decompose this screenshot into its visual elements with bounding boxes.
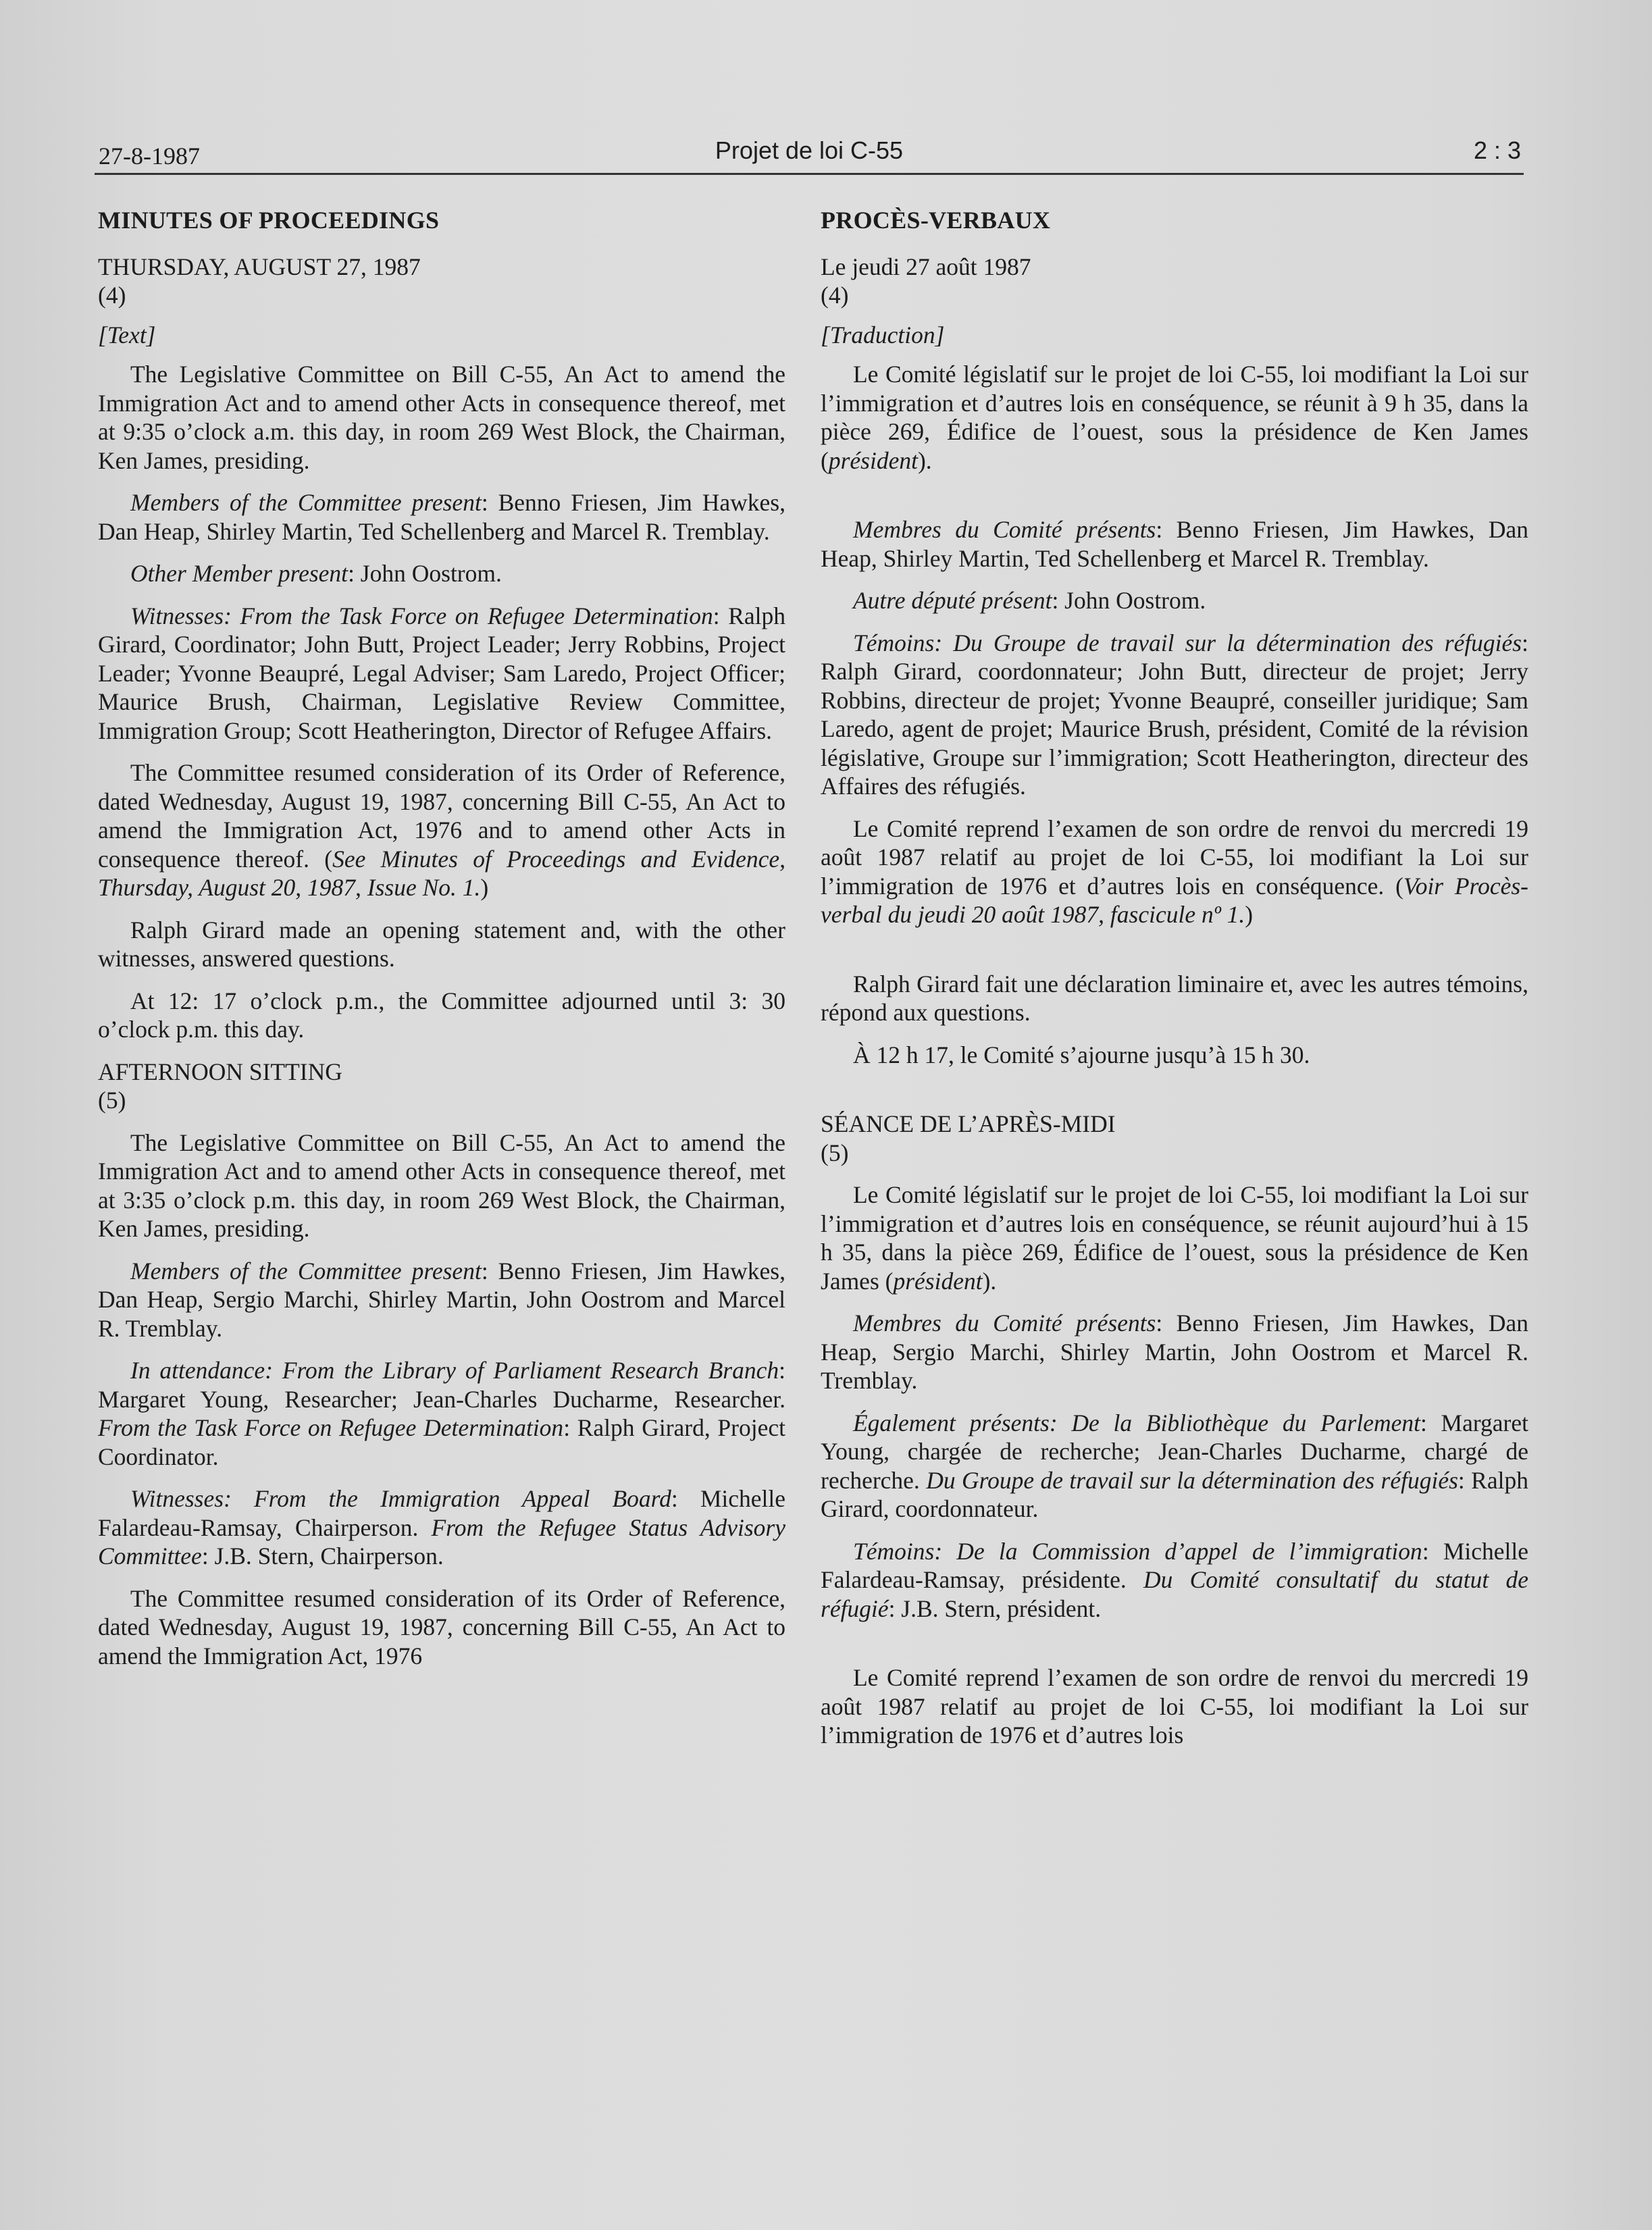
fr-p5-text: Le Comité reprend l’examen de son ordre de renvoi du mercredi 19 août 1987 relatif au projet de loi C-55, loi modifiant la Loi sur l’immigration de 1976 et d’autres lois en conséquence. ( (821, 814, 1528, 900)
fr-p10-italic-2: Du Groupe de travail sur la détermination des réfugiés (926, 1466, 1458, 1494)
fr-p5-italic: Voir Procès-verbal du jeudi 20 août 1987, fascicule nº 1. (821, 872, 1529, 928)
fr-p4-text: : Ralph Girard, coordonnateur; John Butt, directeur de projet; Jerry Robbins, directeur de projet; Yvonne Beaupré, conseiller juridique; Sam Laredo, agent de projet; Maurice Brush, président, Comité de la révision législative, Groupe sur l’immigration; Scott Heatherington, directeur des Affaires des réfugiés. (821, 629, 1528, 800)
en-paragraph-3 (98, 559, 785, 588)
en-p5-italic: See Minutes of Proceedings and Evidence, Thursday, August 20, 1987, Issue No. 1. (98, 845, 785, 901)
en-sitting-title: AFTERNOON SITTING (98, 1058, 342, 1085)
en-p11-label: Witnesses (130, 1485, 224, 1512)
fr-sitting-title: SÉANCE DE L’APRÈS-MIDI (821, 1110, 1116, 1137)
en-paragraph-12: The Committee resumed consideration of its Order of Reference, dated Wednesday, August 19, 1987, concerning Bill C-55, An Act to amend the Immigration Act, 1976 (98, 1584, 785, 1669)
fr-p4-label: Témoins (853, 629, 935, 656)
fr-p5-end: ) (1245, 901, 1254, 928)
en-p2-label: Members of the Committee present (130, 489, 482, 516)
en-p5-end: ) (480, 874, 489, 901)
english-column (98, 206, 785, 1670)
en-paragraph-7: At 12: 17 o’clock p.m., the Committee adjourned until 3: 30 o’clock p.m. this day. (98, 987, 785, 1043)
en-p11-text-2: : J.B. Stern, Chairperson. (201, 1542, 444, 1570)
en-paragraph-5 (98, 758, 785, 902)
en-p2-text: : Benno Friesen, Jim Hawkes, Dan Heap, Shirley Martin, Ted Schellenberg and Marcel R. Tremblay. (98, 489, 785, 545)
fr-date: Le jeudi 27 août 1987 (821, 253, 1031, 280)
fr-p1-italic: président (828, 446, 918, 474)
en-p11-italic-2: From the Refugee Status Advisory Committee (98, 1513, 785, 1570)
fr-number: (4) (821, 282, 849, 309)
fr-paragraph-7: À 12 h 17, le Comité s’ajourne jusqu’à 15 h 30. (853, 1041, 1310, 1068)
en-paragraph-9 (98, 1257, 785, 1343)
en-paragraph-2 (98, 488, 785, 546)
fr-p4-italic: : Du Groupe de travail sur la détermination des réfugiés (934, 629, 1522, 656)
en-paragraph-8: The Legislative Committee on Bill C-55, An Act to amend the Immigration Act and to amend other Acts in consequence thereof, met at 3:35 o’clock p.m. this day, in room 269 West Block, the Chairman, Ken James, presiding. (98, 1129, 785, 1242)
en-text-tag: [Text] (98, 321, 156, 348)
fr-heading: PROCÈS-VERBAUX (821, 207, 1051, 234)
fr-p8-end: ). (982, 1267, 997, 1295)
en-p3-label: Other Member present (130, 560, 349, 587)
fr-paragraph-4 (821, 629, 1528, 801)
fr-text-tag: [Traduction] (821, 321, 945, 348)
fr-p9-label: Membres du Comité présents (853, 1310, 1156, 1337)
fr-paragraph-3 (821, 586, 1528, 615)
en-heading: MINUTES OF PROCEEDINGS (98, 207, 440, 234)
fr-p8-italic: président (893, 1267, 983, 1295)
fr-paragraph-11 (821, 1537, 1528, 1624)
fr-p9-text: : Benno Friesen, Jim Hawkes, Dan Heap, Sergio Marchi, Shirley Martin, John Oostrom et Marcel R. Tremblay. (821, 1310, 1528, 1394)
fr-p10-italic-1: : De la Bibliothèque du Parlement (1049, 1409, 1420, 1436)
en-date: THURSDAY, AUGUST 27, 1987 (98, 253, 421, 280)
en-p10-text-2: : Ralph Girard, Project Coordinator. (98, 1414, 785, 1470)
fr-paragraph-10 (821, 1409, 1528, 1524)
en-p10-italic-2: From the Task Force on Refugee Determination (98, 1414, 564, 1441)
en-p4-text: : Ralph Girard, Coordinator; John Butt, Project Leader; Jerry Robbins, Project Leader; Yvonne Beaupré, Legal Adviser; Sam Laredo, Project Officer; Maurice Brush, Chairman, Legislative Review Committee, Immigration Group; Scott Heatherington, Director of Refugee Affairs. (98, 602, 785, 744)
fr-p11-italic-1: : De la Commission d’appel de l’immigration (934, 1537, 1422, 1565)
fr-p11-text-1: : Michelle Falardeau-Ramsay, présidente. (821, 1537, 1529, 1593)
en-paragraph-1: The Legislative Committee on Bill C-55, An Act to amend the Immigration Act and to amend other Acts in consequence thereof, met at 9:35 o’clock a.m. this day, in room 269 West Block, the Chairman, Ken James, presiding. (98, 361, 785, 474)
fr-p11-italic-2: Du Comité consultatif du statut de réfugié (821, 1566, 1528, 1622)
en-p10-text-1: : Margaret Young, Researcher; Jean-Charles Ducharme, Researcher. (98, 1357, 785, 1413)
en-sitting-number: (5) (98, 1087, 126, 1114)
fr-p2-label: Membres du Comité présents (853, 516, 1156, 543)
en-p11-text-1: : Michelle Falardeau-Ramsay, Chairperson. (98, 1485, 785, 1541)
fr-p11-label: Témoins (853, 1537, 935, 1565)
header-page-number: 2 : 3 (1473, 136, 1521, 164)
header-title: Projet de loi C-55 (715, 136, 904, 164)
en-p10-label: In attendance (130, 1357, 265, 1384)
en-p9-text: : Benno Friesen, Jim Hawkes, Dan Heap, Sergio Marchi, Shirley Martin, John Oostrom and Marcel R. Tremblay. (98, 1257, 785, 1342)
en-paragraph-6: Ralph Girard made an opening statement and, with the other witnesses, answered questions. (98, 916, 785, 972)
fr-paragraph-9 (821, 1309, 1528, 1395)
running-header (95, 135, 1524, 175)
fr-paragraph-6: Ralph Girard fait une déclaration liminaire et, avec les autres témoins, répond aux questions. (821, 970, 1528, 1026)
fr-p10-text-2: : Ralph Girard, coordonnateur. (821, 1466, 1528, 1522)
fr-paragraph-5 (821, 814, 1528, 929)
header-date: 27-8-1987 (99, 142, 200, 170)
fr-p1-end: ). (917, 446, 932, 474)
en-paragraph-4 (98, 602, 785, 746)
fr-paragraph-12: Le Comité reprend l’examen de son ordre de renvoi du mercredi 19 août 1987 relatif au projet de loi C-55, loi modifiant la Loi sur l’immigration de 1976 et d’autres lois (821, 1664, 1528, 1748)
en-number: (4) (98, 282, 126, 309)
en-p9-label: Members of the Committee present (130, 1257, 482, 1285)
fr-p11-text-2: : J.B. Stern, président. (888, 1594, 1102, 1622)
fr-paragraph-1 (821, 360, 1528, 475)
fr-p3-label: Autre député présent (853, 587, 1052, 614)
en-p4-italic: : From the Task Force on Refugee Determination (224, 602, 713, 629)
fr-p1-text: Le Comité législatif sur le projet de loi C-55, loi modifiant la Loi sur l’immigration et d’autres lois en conséquence, se réunit à 9 h 35, dans la pièce 269, Édifice de l’ouest, sous la présidence de Ken James ( (821, 361, 1528, 474)
fr-paragraph-8 (821, 1181, 1528, 1295)
fr-p2-text: : Benno Friesen, Jim Hawkes, Dan Heap, Shirley Martin, Ted Schellenberg et Marcel R. Tremblay. (821, 516, 1528, 572)
en-p5-text: The Committee resumed consideration of its Order of Reference, dated Wednesday, August 19, 1987, concerning Bill C-55, An Act to amend the Immigration Act, 1976 and to amend other Acts in consequence thereof. ( (98, 759, 785, 873)
fr-p10-label: Également présents (853, 1409, 1050, 1436)
en-p10-italic-1: : From the Library of Parliament Research Branch (265, 1357, 779, 1384)
en-p3-text: : John Oostrom. (348, 560, 502, 587)
en-paragraph-10 (98, 1356, 785, 1471)
fr-p10-text-1: : Margaret Young, chargée de recherche; Jean-Charles Ducharme, chargé de recherche. (821, 1409, 1528, 1494)
fr-paragraph-2 (821, 515, 1528, 573)
en-p11-italic-1: : From the Immigration Appeal Board (224, 1485, 671, 1512)
fr-sitting-number: (5) (821, 1139, 849, 1166)
french-column (821, 206, 1528, 1750)
fr-p8-text: Le Comité législatif sur le projet de loi C-55, loi modifiant la Loi sur l’immigration et d’autres lois en conséquence, se réunit aujourd’hui à 15 h 35, dans la pièce 269, Édifice de l’ouest, sous la présidence de Ken James ( (821, 1181, 1528, 1295)
en-p4-label: Witnesses (130, 602, 224, 629)
fr-p3-text: : John Oostrom. (1052, 587, 1206, 614)
en-paragraph-11 (98, 1484, 785, 1571)
